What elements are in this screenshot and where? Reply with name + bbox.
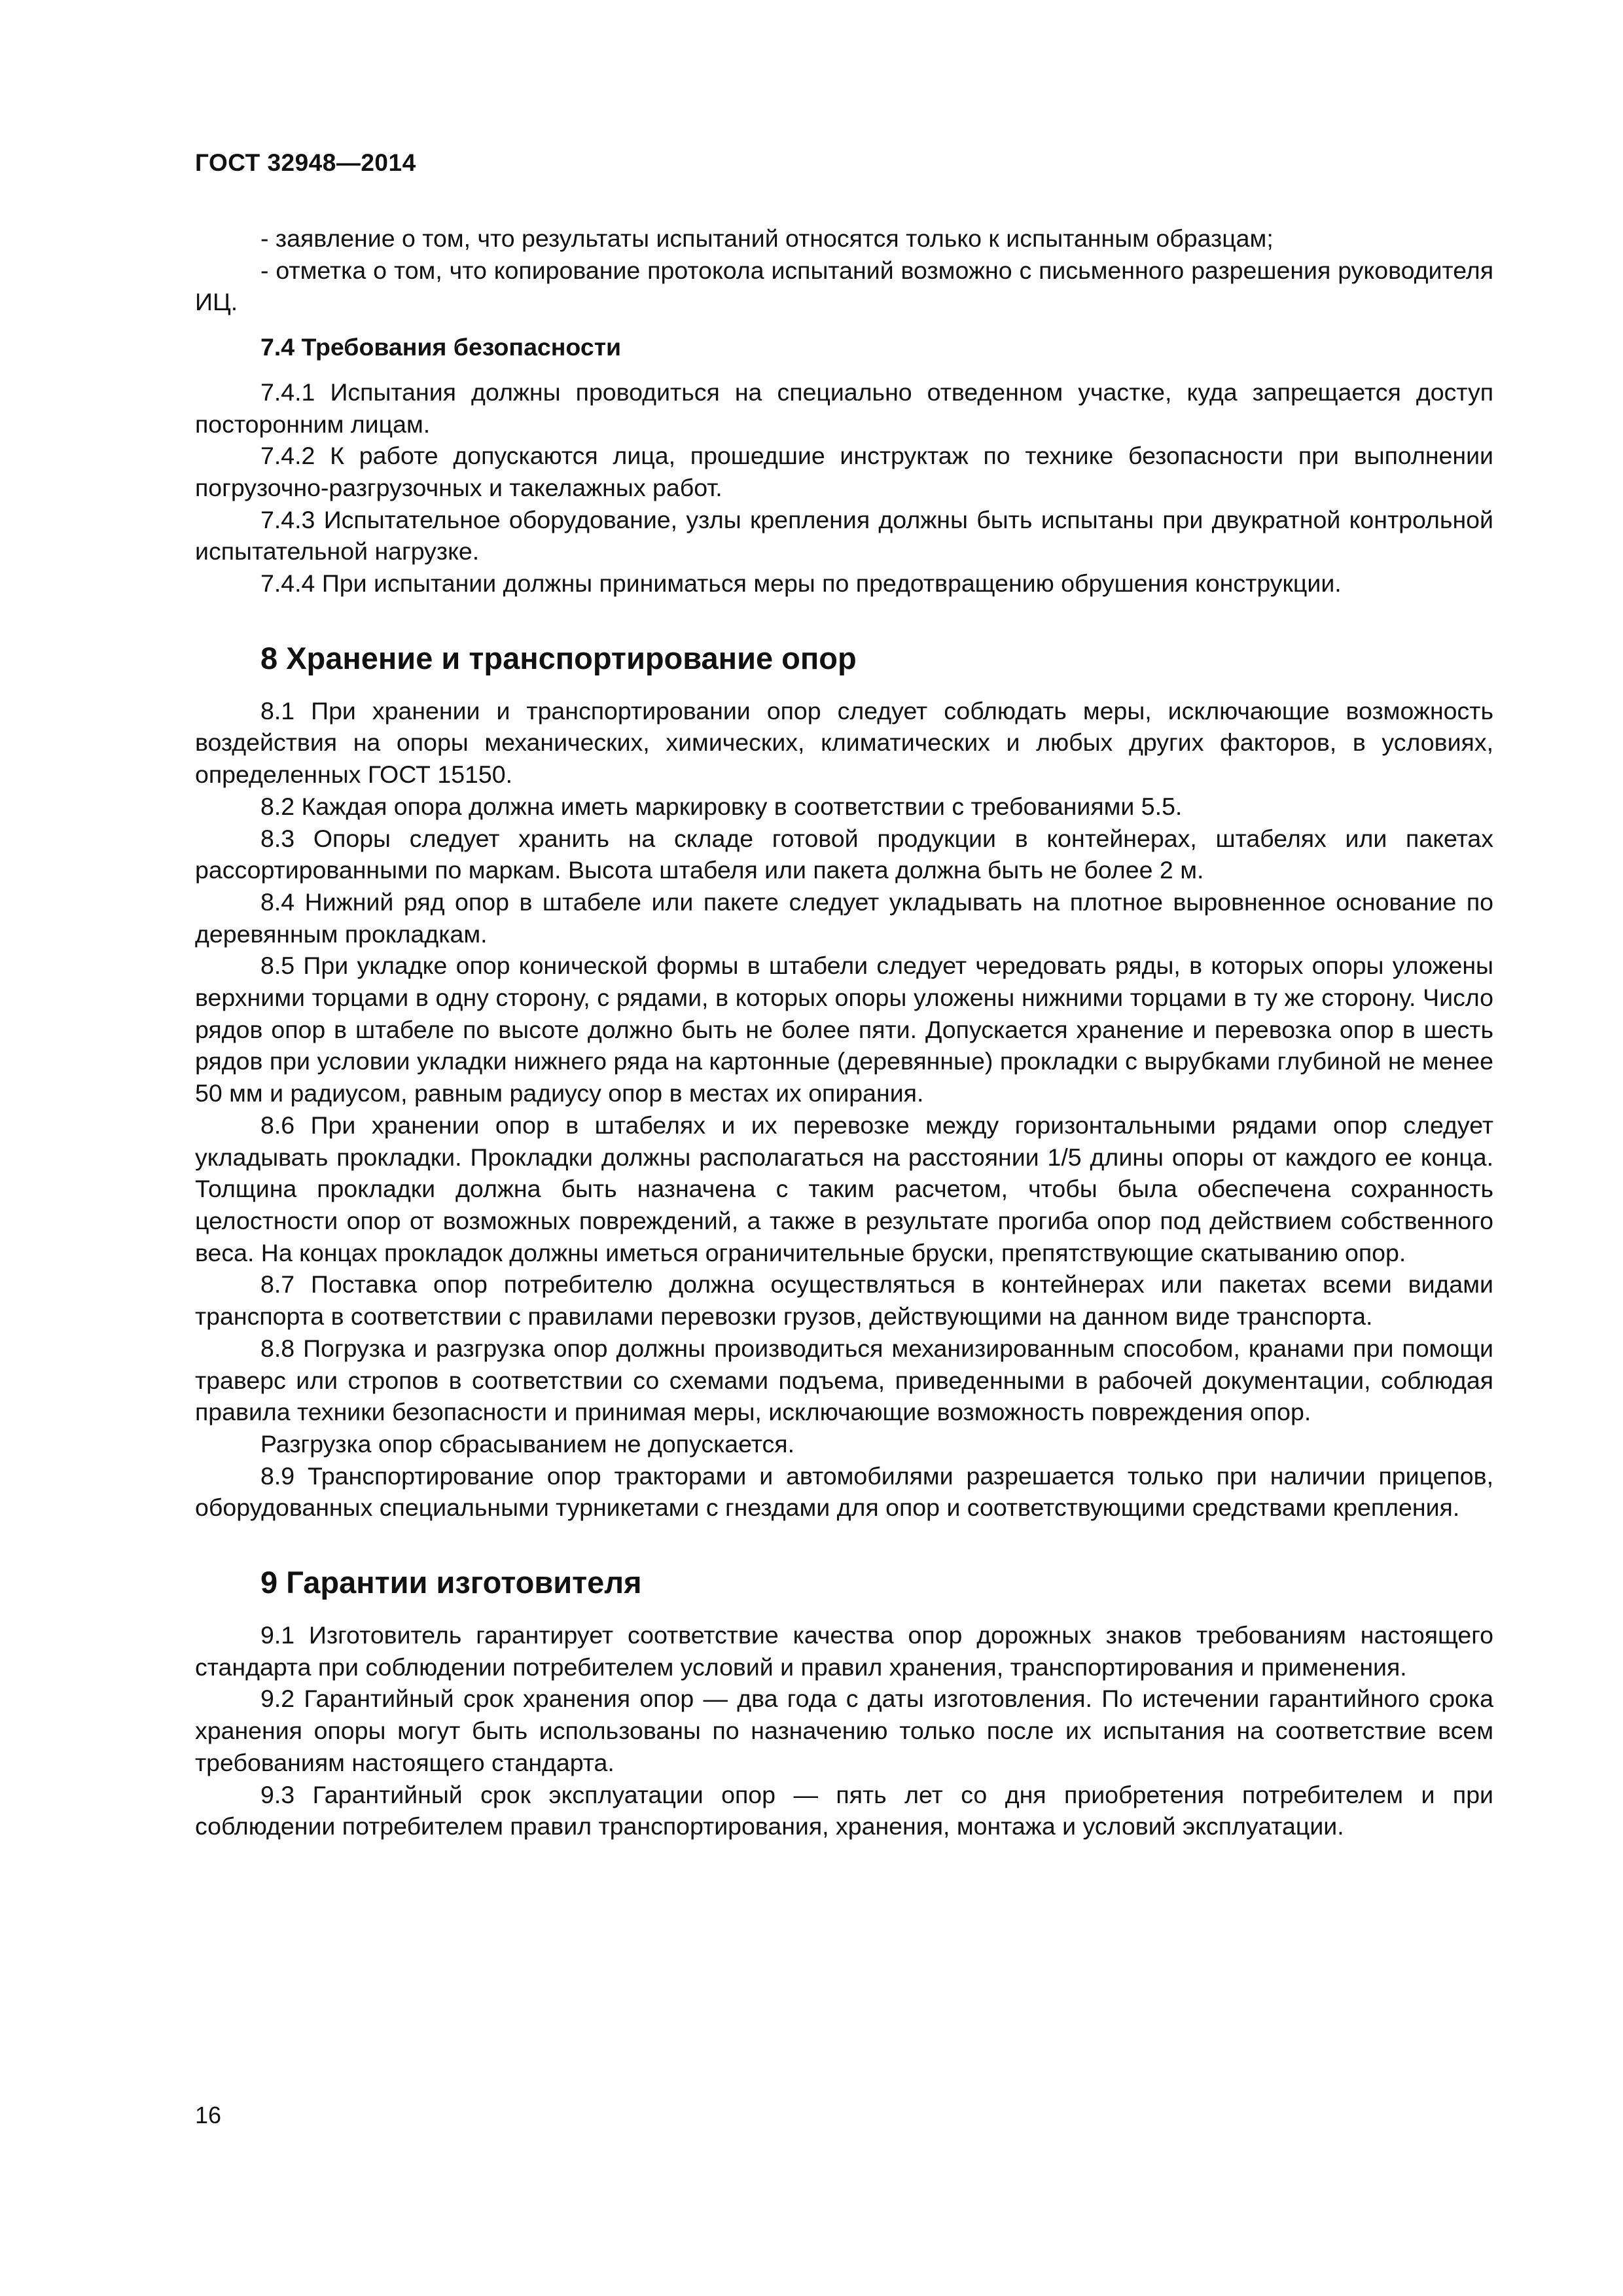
paragraph-9-1: 9.1 Изготовитель гарантирует соответствие качества опор дорожных знаков требованиям настоящего стандарта при соблюдении потребителем условий и правил хранения, транспортирования и применения. [195,1621,1493,1681]
paragraph-8-3: 8.3 Опоры следует хранить на складе готовой продукции в контейнерах, штабелях или пакетах рассортированными по маркам. Высота штабеля или пакета должна быть не более 2 м. [195,824,1493,884]
paragraph-8-6: 8.6 При хранении опор в штабелях и их перевозке между горизонтальными рядами опор следует укладывать прокладки. Прокладки должны располагаться на расстоянии 1/5 длины опоры от каждого ее конца. Толщина прокладки должна быть назначена с таким расчетом, чтобы была обеспечена сохранность целостности опор от возможных повреждений, а также в результате прогиба опор под действием собственного веса. На концах прокладок должны иметься ограничительные бруски, препятствующие скатыванию опор. [195,1111,1493,1266]
subsection-heading-7-4: 7.4 Требования безопасности [260,333,622,361]
paragraph-9-3: 9.3 Гарантийный срок эксплуатации опор — пять лет со дня приобретения потребителем и при соблюдении потребителем правил транспортирования, хранения, монтажа и условий эксплуатации. [195,1780,1493,1840]
page-number: 16 [195,2102,222,2128]
section-heading-8: 8 Хранение и транспортирование опор [260,640,857,675]
paragraph-8-4: 8.4 Нижний ряд опор в штабеле или пакете следует укладывать на плотное выровненное основание по деревянным прокладкам. [195,888,1493,948]
document-header: ГОСТ 32948—2014 [195,149,416,176]
paragraph-8-1: 8.1 При хранении и транспортировании опор следует соблюдать меры, исключающие возможность воздействия на опоры механических, химических, климатических и любых других факторов, в условиях, определенных ГОСТ 15150. [195,696,1493,789]
paragraph-9-2: 9.2 Гарантийный срок хранения опор — два года с даты изготовления. По истечении гарантийного срока хранения опоры могут быть использованы по назначению только после их испытания на соответствие всем требованиям настоящего стандарта. [195,1685,1493,1776]
document-page [195,0,1493,2296]
paragraph-8-5: 8.5 При укладке опор конической формы в штабели следует чередовать ряды, в которых опоры уложены верхними торцами в одну сторону, с рядами, в которых опоры уложены нижними торцами в ту же сторону. Число рядов опор в штабеле по высоте должно быть не более пяти. Допускается хранение и перевозка опор в шесть рядов при условии укладки нижнего ряда на картонные (деревянные) прокладки с вырубками глубиной не менее 50 мм и радиусом, равным радиусу опор в местах их опирания. [195,952,1493,1107]
paragraph-7-4-3: 7.4.3 Испытательное оборудование, узлы крепления должны быть испытаны при двукратной контрольной испытательной нагрузке. [195,505,1493,565]
paragraph-7-4-4: 7.4.4 При испытании должны приниматься меры по предотвращению обрушения конструкции. [260,569,1342,598]
intro-item: - заявление о том, что результаты испытаний относятся только к испытанным образцам; [260,224,1274,252]
section-heading-9: 9 Гарантии изготовителя [260,1565,642,1600]
paragraph-8-8: 8.8 Погрузка и разгрузка опор должны производиться механизированным способом, кранами при помощи траверс или стропов в соответствии со схемами подъема, приведенными в рабочей документации, соблюдая правила техники безопасности и принимая меры, исключающие возможность повреждения опор. [195,1334,1493,1426]
paragraph-8-2: 8.2 Каждая опора должна иметь маркировку в соответствии с требованиями 5.5. [260,792,1183,820]
paragraph-8-8-note: Разгрузка опор сбрасыванием не допускается. [260,1429,794,1458]
paragraph-7-4-1: 7.4.1 Испытания должны проводиться на специально отведенном участке, куда запрещается доступ посторонним лицам. [195,378,1493,438]
document-body [195,223,1493,1842]
intro-item: - отметка о том, что копирование протокола испытаний возможно с письменного разрешения руководителя ИЦ. [195,256,1493,316]
paragraph-8-9: 8.9 Транспортирование опор тракторами и автомобилями разрешается только при наличии прицепов, оборудованных специальными турникетами с гнездами для опор и соответствующими средствами крепления. [195,1462,1493,1522]
paragraph-8-7: 8.7 Поставка опор потребителю должна осуществляться в контейнерах или пакетах всеми видами транспорта в соответствии с правилами перевозки грузов, действующими на данном виде транспорта. [195,1270,1493,1331]
paragraph-7-4-2: 7.4.2 К работе допускаются лица, прошедшие инструктаж по технике безопасности при выполнении погрузочно-разгрузочных и такелажных работ. [195,442,1493,501]
